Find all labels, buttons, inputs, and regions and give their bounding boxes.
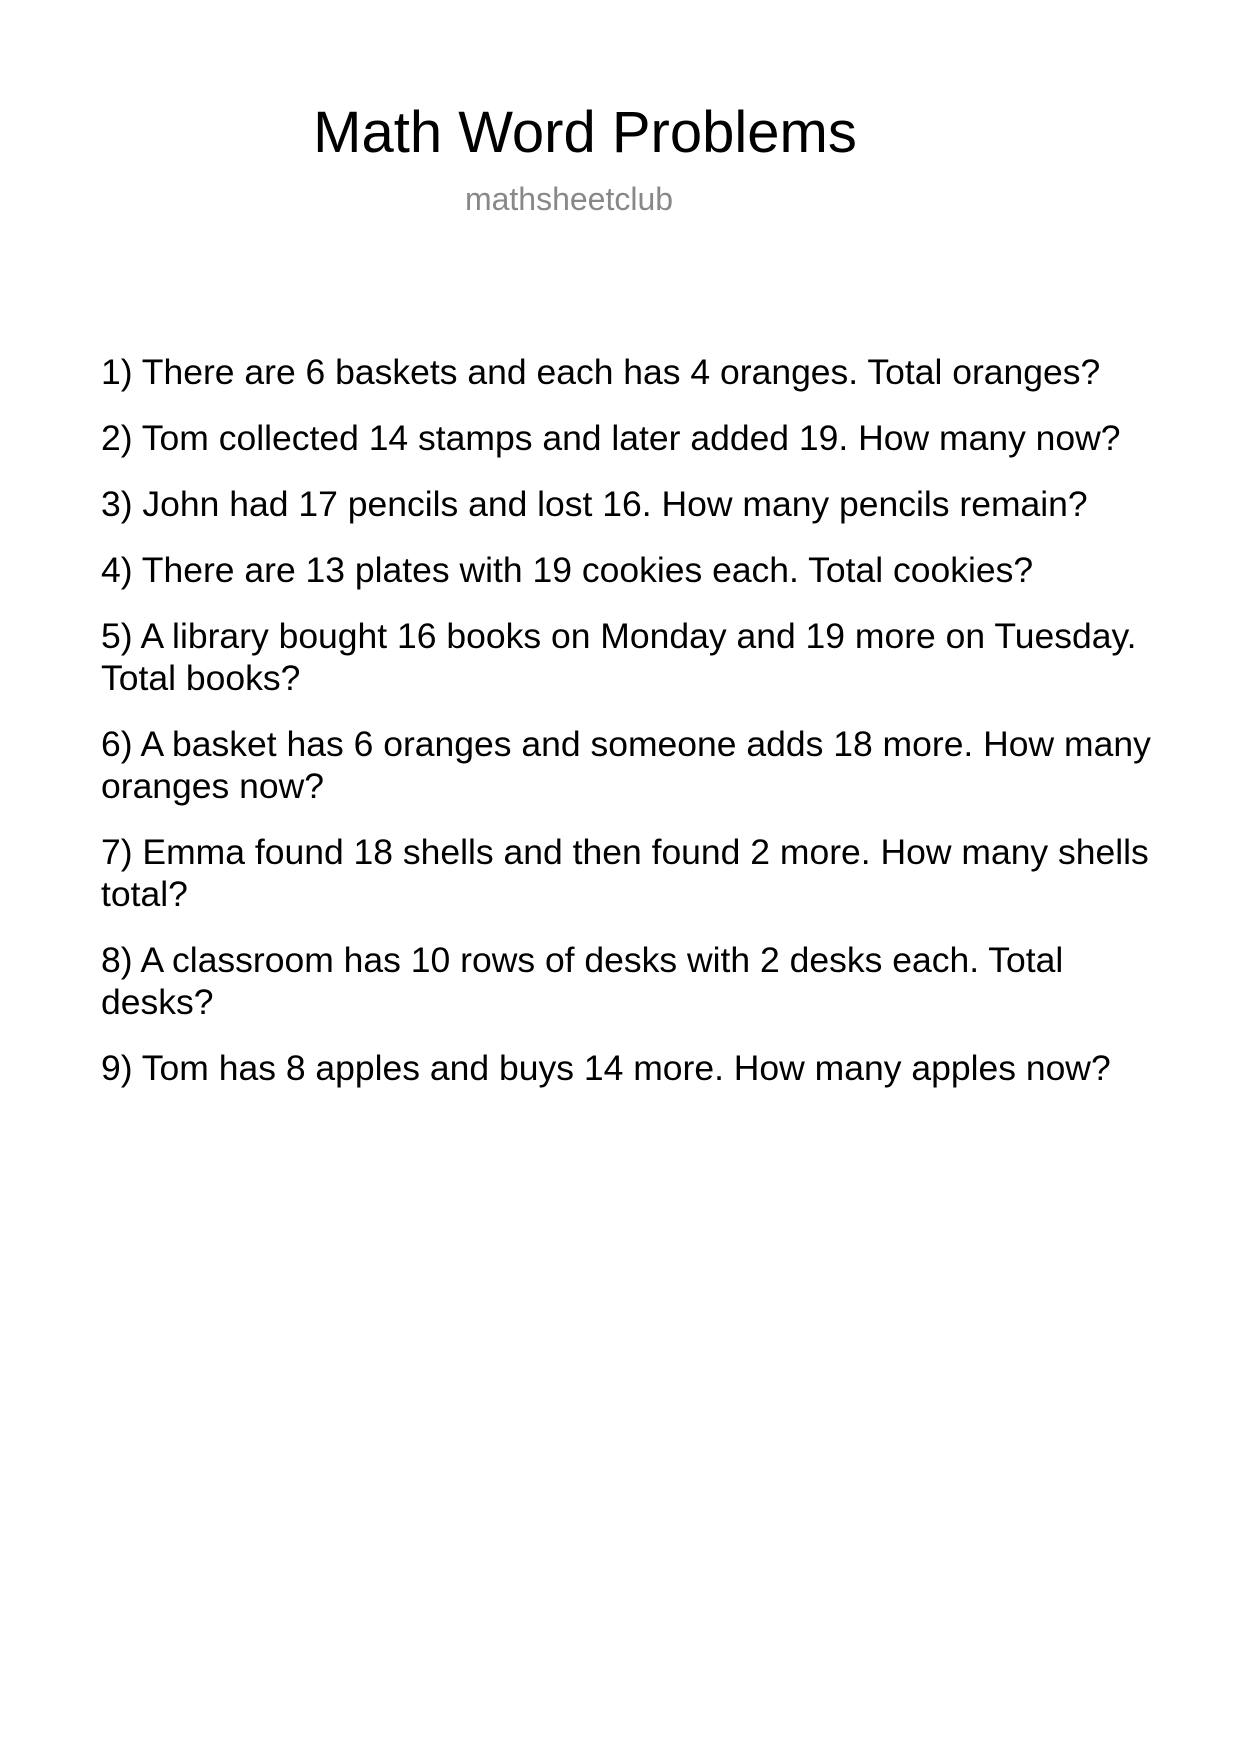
problem-text-continued: total? xyxy=(101,874,188,914)
problem-item-1 xyxy=(101,351,1181,393)
problem-text-continued: oranges now? xyxy=(101,766,325,806)
problem-text-continued: desks? xyxy=(101,982,214,1022)
problem-text: 4) There are 13 plates with 19 cookies each. Total cookies? xyxy=(101,550,1034,590)
problem-list xyxy=(101,351,1181,1113)
problem-text: 7) Emma found 18 shells and then found 2 more. How many shells xyxy=(101,832,1149,872)
problem-text: 5) A library bought 16 books on Monday and 19 more on Tuesday. xyxy=(101,616,1137,656)
problem-item-4 xyxy=(101,549,1181,591)
problem-text: 3) John had 17 pencils and lost 16. How many pencils remain? xyxy=(101,484,1088,524)
problem-text: 9) Tom has 8 apples and buys 14 more. How many apples now? xyxy=(101,1048,1111,1088)
problem-item-7 xyxy=(101,831,1181,915)
problem-item-5 xyxy=(101,615,1181,699)
problem-text: 8) A classroom has 10 rows of desks with 2 desks each. Total xyxy=(101,940,1064,980)
problem-item-3 xyxy=(101,483,1181,525)
problem-text-continued: Total books? xyxy=(101,658,301,698)
problem-item-9 xyxy=(101,1047,1181,1089)
problem-item-8 xyxy=(101,939,1181,1023)
problem-text: 6) A basket has 6 oranges and someone adds 18 more. How many xyxy=(101,724,1151,764)
page-title: Math Word Problems xyxy=(313,100,857,165)
page-subtitle: mathsheetclub xyxy=(464,181,674,217)
problem-text: 1) There are 6 baskets and each has 4 oranges. Total oranges? xyxy=(101,352,1101,392)
problem-item-6 xyxy=(101,723,1181,807)
problem-item-2 xyxy=(101,417,1181,459)
problem-text: 2) Tom collected 14 stamps and later added 19. How many now? xyxy=(101,418,1121,458)
